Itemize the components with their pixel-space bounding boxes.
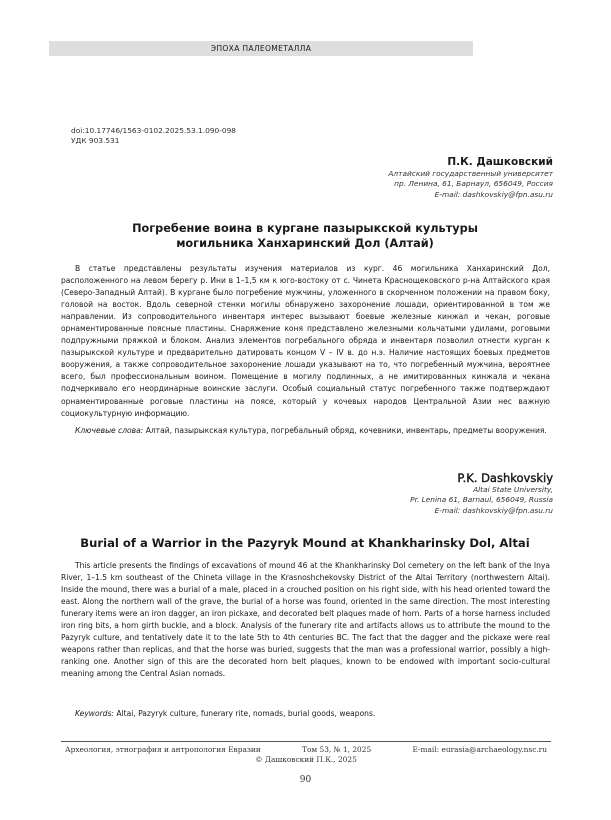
article-title-ru: [60, 221, 550, 251]
author-email-ru: E-mail: dashkovskiy@fpn.asu.ru: [434, 189, 553, 199]
copyright: © Дашковский П.К., 2025: [255, 755, 357, 764]
footer-copyright-line: [61, 755, 551, 765]
doi: doi:10.17746/1563-0102.2025.53.1.090-098: [71, 126, 236, 135]
journal-name: Археология, этнография и антропология Евразии: [65, 745, 261, 754]
author-affiliation-en: Altai State University,: [473, 485, 553, 494]
author-address-en: Pr. Lenina 61, Barnaul, 656049, Russia: [410, 495, 553, 505]
page-number: 90: [299, 775, 312, 785]
keywords-ru: [61, 425, 550, 437]
udk: УДК 903.531: [71, 136, 120, 145]
section-title: ЭПОХА ПАЛЕОМЕТАЛЛА: [210, 44, 312, 53]
keywords-en-text: Altai, Pazyryk culture, funerary rite, nomads, burial goods, weapons.: [113, 709, 376, 718]
author-affiliation-ru: Алтайский государственный университет: [388, 169, 553, 178]
author-email-en: E-mail: dashkovskiy@fpn.asu.ru: [434, 505, 553, 515]
abstract-en: This article presents the findings of excavations of mound 46 at the Khankharinsky Dol cemetery on the left bank of the Inya River, 1–1.5 km southeast of the Chineta village in the Krasnoshchekovsky District of the Altai Territory (northwestern Altai). Inside the mound, there was a burial of a male, placed in a crouched position on his right side, with his head oriented toward the east. Along the northern wall of the grave, the burial of a horse was found, oriented in the same direction. The most interesting funerary items were an iron dagger, an iron pickaxe, and decorated belt plaques made of horn. Parts of a horse harness included iron ring bits, a horn girth buckle, and a block. Analysis of the funerary rite and artifacts allows us to attribute the mound to the Pazyryk culture, and tentatively date it to the late 5th to 4th centuries BC. The fact that the dagger and the pickaxe were real weapons rather than replicas, and that the horse was buried, suggests that the man was a professional warrior, possibly a high-ranking one. Another sign of this are the decorated horn belt plaques, known to be endowed with important socio-cultural meaning among the Central Asian nomads.: [61, 561, 550, 679]
article-meta: [71, 126, 236, 146]
keywords-en: [61, 708, 550, 720]
footer-info: [61, 745, 551, 755]
title-ru-line-2: могильника Ханхаринский Дол (Алтай): [176, 237, 434, 250]
author-address-ru: пр. Ленина, 61, Барнаул, 656049, Россия: [394, 179, 553, 189]
author-name-en: P.K. Dashkovskiy: [457, 471, 553, 485]
title-ru-line-1: Погребение воина в кургане пазырыкской культуры: [132, 222, 478, 235]
article-title-en: Burial of a Warrior in the Pazyryk Mound at Khankharinsky Dol, Altai: [80, 536, 530, 550]
author-block-ru: [388, 155, 553, 200]
section-header-band: [49, 41, 473, 56]
author-block-en: [410, 471, 553, 516]
footer-divider: [61, 741, 551, 742]
keywords-en-label: Keywords:: [75, 709, 114, 718]
journal-volume: Том 53, № 1, 2025: [302, 745, 372, 754]
keywords-ru-text: Алтай, пазырыкская культура, погребальный обряд, кочевники, инвентарь, предметы вооружения.: [143, 426, 547, 435]
abstract-ru: В статье представлены результаты изучения материалов из кург. 46 могильника Ханхаринский Дол, расположенного на левом берегу р. Ини в 1–1,5 км к юго-востоку от с. Чинета Краснощековского р-на Алтайского края (Северо-Западный Алтай). В кургане было погребение мужчины, уложенного в скорченном положении на правом боку, головой на восток. Вдоль северной стенки могилы обнаружено захоронение лошади, ориентированной в том же направлении. Из сопроводительного инвентаря интерес вызывают боевые железные кинжал и чекан, роговые орнаментированные поясные пластины. Снаряжение коня представлено железными кольчатыми удилами, роговыми подпружными пряжкой и блоком. Анализ элементов погребального обряда и инвентаря позволил отнести курган к пазырыкской культуре и предварительно датировать концом V – IV в. до н.э. Наличие настоящих боевых предметов вооружения, а также сопроводительное захоронение лошади указывают на то, что погребенный мужчина, вероятнее всего, был профессиональным воином. Помещение в могилу подлинных, а не имитированных кинжала и чекана подчеркивало его неординарные воинские заслуги. Особый социальный статус погребенного также подтверждают орнаментированные роговые пластины на поясе, который у кочевых народов Центральной Азии нес важную социокультурную информацию.: [61, 264, 550, 418]
author-name-ru: П.К. Дашковский: [447, 156, 553, 168]
journal-email: E-mail: eurasia@archaeology.nsc.ru: [412, 745, 547, 754]
keywords-ru-label: Ключевые слова:: [75, 426, 144, 435]
